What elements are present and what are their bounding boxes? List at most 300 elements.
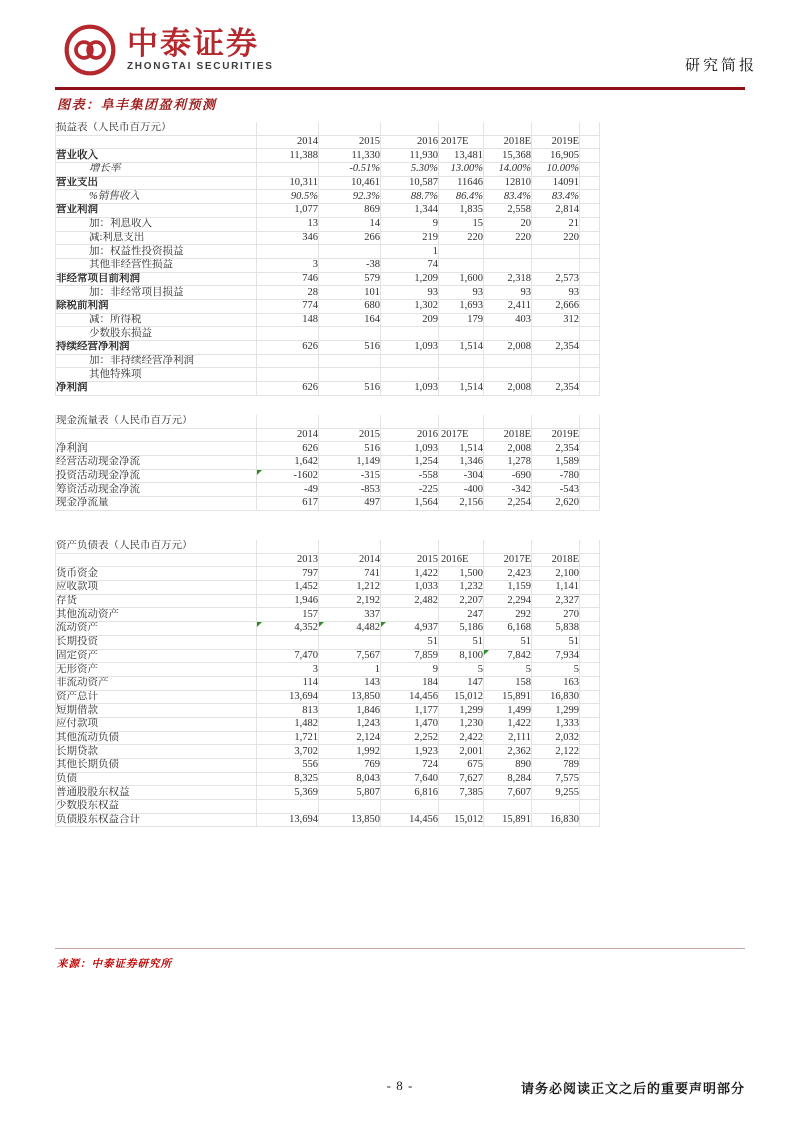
empty-cell — [580, 608, 600, 622]
value-cell: 209 — [381, 314, 439, 328]
empty-cell — [439, 540, 484, 554]
year-header-cell: 2017E — [439, 429, 484, 443]
table-title-row — [55, 122, 600, 136]
income-statement-table — [55, 122, 600, 396]
value-cell: -853 — [319, 483, 381, 497]
empty-cell — [580, 259, 600, 273]
row-label-cell: %销售收入 — [55, 190, 257, 204]
value-cell: 20 — [484, 218, 532, 232]
table-row — [55, 650, 600, 664]
value-cell: 179 — [439, 314, 484, 328]
year-header-cell: 2019E — [532, 429, 580, 443]
empty-cell — [580, 163, 600, 177]
row-label-cell: 负债股东权益合计 — [55, 814, 257, 828]
value-cell: 1,422 — [381, 567, 439, 581]
value-cell: 2,423 — [484, 567, 532, 581]
value-cell — [484, 327, 532, 341]
value-cell: 2,422 — [439, 732, 484, 746]
value-cell: 2,192 — [319, 595, 381, 609]
value-cell: 1 — [381, 245, 439, 259]
value-cell: 5 — [439, 663, 484, 677]
year-header-cell: 2016E — [439, 554, 484, 568]
table-row — [55, 622, 600, 636]
value-cell: 2,294 — [484, 595, 532, 609]
zhongtai-logo — [62, 22, 274, 78]
value-cell — [484, 245, 532, 259]
table-row — [55, 314, 600, 328]
row-label-cell: 加：权益性投资损益 — [55, 245, 257, 259]
row-label-cell: 普通股股东权益 — [55, 786, 257, 800]
value-cell: -400 — [439, 483, 484, 497]
empty-cell — [580, 218, 600, 232]
value-cell: 11,930 — [381, 149, 439, 163]
value-cell: 1,721 — [257, 732, 319, 746]
table-row — [55, 567, 600, 581]
table-row — [55, 300, 600, 314]
row-label-cell: 加：非持续经营净利润 — [55, 355, 257, 369]
value-cell: 6,168 — [484, 622, 532, 636]
value-cell: 8,043 — [319, 773, 381, 787]
empty-cell — [580, 581, 600, 595]
value-cell: 292 — [484, 608, 532, 622]
empty-cell — [580, 814, 600, 828]
value-cell: 3,702 — [257, 745, 319, 759]
value-cell: 2,122 — [532, 745, 580, 759]
year-header-cell: 2016 — [381, 429, 439, 443]
value-cell: 626 — [257, 382, 319, 396]
value-cell: 5,838 — [532, 622, 580, 636]
empty-cell — [532, 415, 580, 429]
value-cell: 15,368 — [484, 149, 532, 163]
value-cell — [257, 245, 319, 259]
value-cell: 51 — [439, 636, 484, 650]
empty-cell — [580, 650, 600, 664]
value-cell: 93 — [381, 286, 439, 300]
table-row — [55, 218, 600, 232]
empty-cell — [580, 122, 600, 136]
value-cell: 93 — [439, 286, 484, 300]
source-rule — [55, 948, 745, 949]
value-cell — [319, 327, 381, 341]
value-cell: 1,499 — [484, 704, 532, 718]
value-cell: -342 — [484, 483, 532, 497]
empty-cell — [580, 554, 600, 568]
value-cell: 101 — [319, 286, 381, 300]
value-cell: 1,077 — [257, 204, 319, 218]
value-cell: 10,587 — [381, 177, 439, 191]
value-cell — [439, 245, 484, 259]
value-cell: 11646 — [439, 177, 484, 191]
empty-cell — [580, 800, 600, 814]
row-label-cell: 营业支出 — [55, 177, 257, 191]
value-cell: -315 — [319, 470, 381, 484]
row-label-cell: 其他流动资产 — [55, 608, 257, 622]
value-cell: 28 — [257, 286, 319, 300]
table-row — [55, 732, 600, 746]
empty-cell — [580, 190, 600, 204]
value-cell — [381, 608, 439, 622]
value-cell: 5 — [532, 663, 580, 677]
row-label-cell: 长期投资 — [55, 636, 257, 650]
value-cell — [439, 800, 484, 814]
empty-cell — [381, 122, 439, 136]
value-cell: 1,846 — [319, 704, 381, 718]
row-label-cell: 加：非经常项目损益 — [55, 286, 257, 300]
value-cell: 724 — [381, 759, 439, 773]
empty-cell — [580, 341, 600, 355]
table-row — [55, 704, 600, 718]
row-label-cell: 现金净流量 — [55, 497, 257, 511]
table-row — [55, 581, 600, 595]
cell-flag-icon — [257, 622, 262, 627]
empty-cell — [319, 415, 381, 429]
table-title-cell: 现金流量表（人民币百万元） — [55, 415, 257, 429]
table-row — [55, 163, 600, 177]
value-cell: 1,923 — [381, 745, 439, 759]
value-cell: 1,141 — [532, 581, 580, 595]
table-row — [55, 595, 600, 609]
value-cell — [319, 355, 381, 369]
value-cell: 675 — [439, 759, 484, 773]
table-header-row — [55, 554, 600, 568]
value-cell: 14,456 — [381, 814, 439, 828]
table-title-row — [55, 415, 600, 429]
table-row — [55, 327, 600, 341]
page-number: - 8 - — [386, 1078, 414, 1093]
row-label-cell: 长期贷款 — [55, 745, 257, 759]
year-header-cell: 2013 — [257, 554, 319, 568]
value-cell: 8,284 — [484, 773, 532, 787]
row-label-cell: 增长率 — [55, 163, 257, 177]
value-cell: 2,620 — [532, 497, 580, 511]
value-cell: 51 — [532, 636, 580, 650]
empty-cell — [580, 718, 600, 732]
value-cell: 9 — [381, 218, 439, 232]
empty-cell — [580, 204, 600, 218]
value-cell: -690 — [484, 470, 532, 484]
empty-cell — [580, 368, 600, 382]
row-label-cell: 筹资活动现金净流 — [55, 483, 257, 497]
value-cell: 2,124 — [319, 732, 381, 746]
year-header-cell: 2019E — [532, 136, 580, 150]
value-cell: -780 — [532, 470, 580, 484]
row-label-cell: 少数股东损益 — [55, 327, 257, 341]
empty-cell — [580, 595, 600, 609]
value-cell: 13,481 — [439, 149, 484, 163]
empty-cell — [55, 554, 257, 568]
value-cell — [319, 636, 381, 650]
row-label-cell: 净利润 — [55, 382, 257, 396]
value-cell — [319, 800, 381, 814]
value-cell: 51 — [484, 636, 532, 650]
row-label-cell: 经营活动现金净流 — [55, 456, 257, 470]
value-cell: 1,232 — [439, 581, 484, 595]
year-header-cell: 2016 — [381, 136, 439, 150]
value-cell: 12810 — [484, 177, 532, 191]
value-cell: 1,589 — [532, 456, 580, 470]
value-cell: 1,243 — [319, 718, 381, 732]
value-cell: 15,012 — [439, 691, 484, 705]
value-cell: 1,230 — [439, 718, 484, 732]
value-cell — [439, 259, 484, 273]
row-label-cell: 减：所得税 — [55, 314, 257, 328]
row-label-cell: 应付款项 — [55, 718, 257, 732]
row-label-cell: 营业收入 — [55, 149, 257, 163]
table-row — [55, 273, 600, 287]
year-header-cell: 2014 — [257, 429, 319, 443]
table-row — [55, 382, 600, 396]
cell-flag-icon — [319, 622, 324, 627]
value-cell: 4,352 — [257, 622, 319, 636]
value-cell: 312 — [532, 314, 580, 328]
value-cell: 2,411 — [484, 300, 532, 314]
value-cell: 247 — [439, 608, 484, 622]
empty-cell — [580, 286, 600, 300]
value-cell: 5,807 — [319, 786, 381, 800]
value-cell: 2,207 — [439, 595, 484, 609]
table-row — [55, 759, 600, 773]
empty-cell — [580, 442, 600, 456]
value-cell — [257, 800, 319, 814]
value-cell: 163 — [532, 677, 580, 691]
value-cell: 1,299 — [532, 704, 580, 718]
value-cell: 516 — [319, 442, 381, 456]
value-cell: 346 — [257, 232, 319, 246]
table-row — [55, 497, 600, 511]
value-cell: 2,100 — [532, 567, 580, 581]
value-cell — [381, 327, 439, 341]
empty-cell — [580, 663, 600, 677]
value-cell: 869 — [319, 204, 381, 218]
table-row — [55, 663, 600, 677]
value-cell: 516 — [319, 382, 381, 396]
table-row — [55, 204, 600, 218]
value-cell: 93 — [532, 286, 580, 300]
year-header-cell: 2017E — [484, 554, 532, 568]
row-label-cell: 投资活动现金净流 — [55, 470, 257, 484]
value-cell: -558 — [381, 470, 439, 484]
value-cell: 1,422 — [484, 718, 532, 732]
value-cell: 13.00% — [439, 163, 484, 177]
empty-cell — [580, 470, 600, 484]
row-label-cell: 其他长期负债 — [55, 759, 257, 773]
value-cell — [319, 368, 381, 382]
value-cell: 9 — [381, 663, 439, 677]
table-header-row — [55, 136, 600, 150]
value-cell: 74 — [381, 259, 439, 273]
empty-cell — [439, 122, 484, 136]
value-cell: 1,470 — [381, 718, 439, 732]
value-cell: 7,627 — [439, 773, 484, 787]
value-cell: 7,934 — [532, 650, 580, 664]
value-cell: 1,302 — [381, 300, 439, 314]
value-cell: 1,992 — [319, 745, 381, 759]
value-cell — [484, 259, 532, 273]
value-cell: -543 — [532, 483, 580, 497]
row-label-cell: 货币资金 — [55, 567, 257, 581]
value-cell: 789 — [532, 759, 580, 773]
value-cell: 184 — [381, 677, 439, 691]
empty-cell — [580, 232, 600, 246]
value-cell: 2,252 — [381, 732, 439, 746]
year-header-cell: 2018E — [532, 554, 580, 568]
empty-cell — [319, 540, 381, 554]
value-cell — [257, 368, 319, 382]
value-cell — [439, 368, 484, 382]
logo-cn-text: 中泰证券 — [127, 26, 259, 61]
value-cell — [381, 368, 439, 382]
value-cell: 86.4% — [439, 190, 484, 204]
empty-cell — [580, 732, 600, 746]
empty-cell — [580, 314, 600, 328]
table-row — [55, 608, 600, 622]
value-cell: 1,514 — [439, 442, 484, 456]
empty-cell — [580, 355, 600, 369]
value-cell: 1,514 — [439, 382, 484, 396]
empty-cell — [580, 497, 600, 511]
value-cell: 5.30% — [381, 163, 439, 177]
value-cell: 516 — [319, 341, 381, 355]
value-cell: 1,482 — [257, 718, 319, 732]
value-cell: 220 — [439, 232, 484, 246]
table-row — [55, 483, 600, 497]
value-cell: 158 — [484, 677, 532, 691]
value-cell: 15 — [439, 218, 484, 232]
row-label-cell: 流动资产 — [55, 622, 257, 636]
empty-cell — [580, 773, 600, 787]
value-cell — [257, 636, 319, 650]
value-cell: 2,354 — [532, 442, 580, 456]
value-cell: 9,255 — [532, 786, 580, 800]
table-row — [55, 691, 600, 705]
value-cell: -49 — [257, 483, 319, 497]
empty-cell — [484, 122, 532, 136]
value-cell: 270 — [532, 608, 580, 622]
empty-cell — [580, 177, 600, 191]
table-row — [55, 773, 600, 787]
value-cell — [381, 800, 439, 814]
table-row — [55, 470, 600, 484]
value-cell: 1,564 — [381, 497, 439, 511]
value-cell: 16,830 — [532, 691, 580, 705]
value-cell — [257, 327, 319, 341]
empty-cell — [580, 415, 600, 429]
value-cell: 797 — [257, 567, 319, 581]
value-cell: 403 — [484, 314, 532, 328]
empty-cell — [580, 691, 600, 705]
value-cell: 114 — [257, 677, 319, 691]
cell-flag-icon — [484, 650, 489, 655]
value-cell: -0.51% — [319, 163, 381, 177]
value-cell: 2,354 — [532, 382, 580, 396]
value-cell: 2,001 — [439, 745, 484, 759]
empty-cell — [257, 122, 319, 136]
value-cell: 2,666 — [532, 300, 580, 314]
table-title-row — [55, 540, 600, 554]
value-cell: 21 — [532, 218, 580, 232]
balance-sheet-table — [55, 540, 600, 827]
empty-cell — [580, 456, 600, 470]
value-cell: 2,032 — [532, 732, 580, 746]
empty-cell — [319, 122, 381, 136]
empty-cell — [580, 245, 600, 259]
value-cell: 1 — [319, 663, 381, 677]
year-header-cell: 2014 — [319, 554, 381, 568]
value-cell: 680 — [319, 300, 381, 314]
value-cell: 16,905 — [532, 149, 580, 163]
table-row — [55, 355, 600, 369]
value-cell: 7,385 — [439, 786, 484, 800]
value-cell: 14091 — [532, 177, 580, 191]
value-cell: 2,327 — [532, 595, 580, 609]
value-cell: 2,008 — [484, 442, 532, 456]
row-label-cell: 持续经营净利润 — [55, 341, 257, 355]
value-cell — [319, 245, 381, 259]
empty-cell — [55, 136, 257, 150]
value-cell: 220 — [532, 232, 580, 246]
empty-cell — [580, 677, 600, 691]
row-label-cell: 其他特殊项 — [55, 368, 257, 382]
value-cell: 626 — [257, 442, 319, 456]
table-row — [55, 190, 600, 204]
value-cell: 813 — [257, 704, 319, 718]
value-cell: 617 — [257, 497, 319, 511]
row-label-cell: 短期借款 — [55, 704, 257, 718]
chart-title: 图表：阜丰集团盈利预测 — [57, 97, 217, 112]
value-cell: -1602 — [257, 470, 319, 484]
value-cell: 4,482 — [319, 622, 381, 636]
table-title-cell: 损益表（人民币百万元） — [55, 122, 257, 136]
value-cell: 556 — [257, 759, 319, 773]
empty-cell — [257, 415, 319, 429]
value-cell: 1,212 — [319, 581, 381, 595]
empty-cell — [55, 429, 257, 443]
empty-cell — [439, 415, 484, 429]
value-cell: 2,318 — [484, 273, 532, 287]
table-row — [55, 456, 600, 470]
empty-cell — [532, 122, 580, 136]
empty-cell — [580, 300, 600, 314]
row-label-cell: 营业利润 — [55, 204, 257, 218]
table-title-cell: 资产负债表（人民币百万元） — [55, 540, 257, 554]
value-cell: 83.4% — [484, 190, 532, 204]
year-header-cell: 2018E — [484, 429, 532, 443]
value-cell: 7,567 — [319, 650, 381, 664]
doc-type-label: 研究简报 — [684, 58, 757, 74]
value-cell — [381, 355, 439, 369]
empty-cell — [580, 429, 600, 443]
value-cell: 88.7% — [381, 190, 439, 204]
value-cell: 7,470 — [257, 650, 319, 664]
value-cell: 15,891 — [484, 814, 532, 828]
value-cell: 143 — [319, 677, 381, 691]
value-cell: 2,254 — [484, 497, 532, 511]
value-cell: 1,093 — [381, 382, 439, 396]
table-row — [55, 745, 600, 759]
table-row — [55, 677, 600, 691]
value-cell: 10,311 — [257, 177, 319, 191]
empty-cell — [532, 540, 580, 554]
year-header-cell: 2015 — [381, 554, 439, 568]
row-label-cell: 减:利息支出 — [55, 232, 257, 246]
value-cell: 5 — [484, 663, 532, 677]
value-cell: 626 — [257, 341, 319, 355]
table-row — [55, 814, 600, 828]
value-cell: 746 — [257, 273, 319, 287]
value-cell — [257, 163, 319, 177]
source-note: 来源：中泰证券研究所 — [57, 959, 172, 970]
row-label-cell: 非流动资产 — [55, 677, 257, 691]
